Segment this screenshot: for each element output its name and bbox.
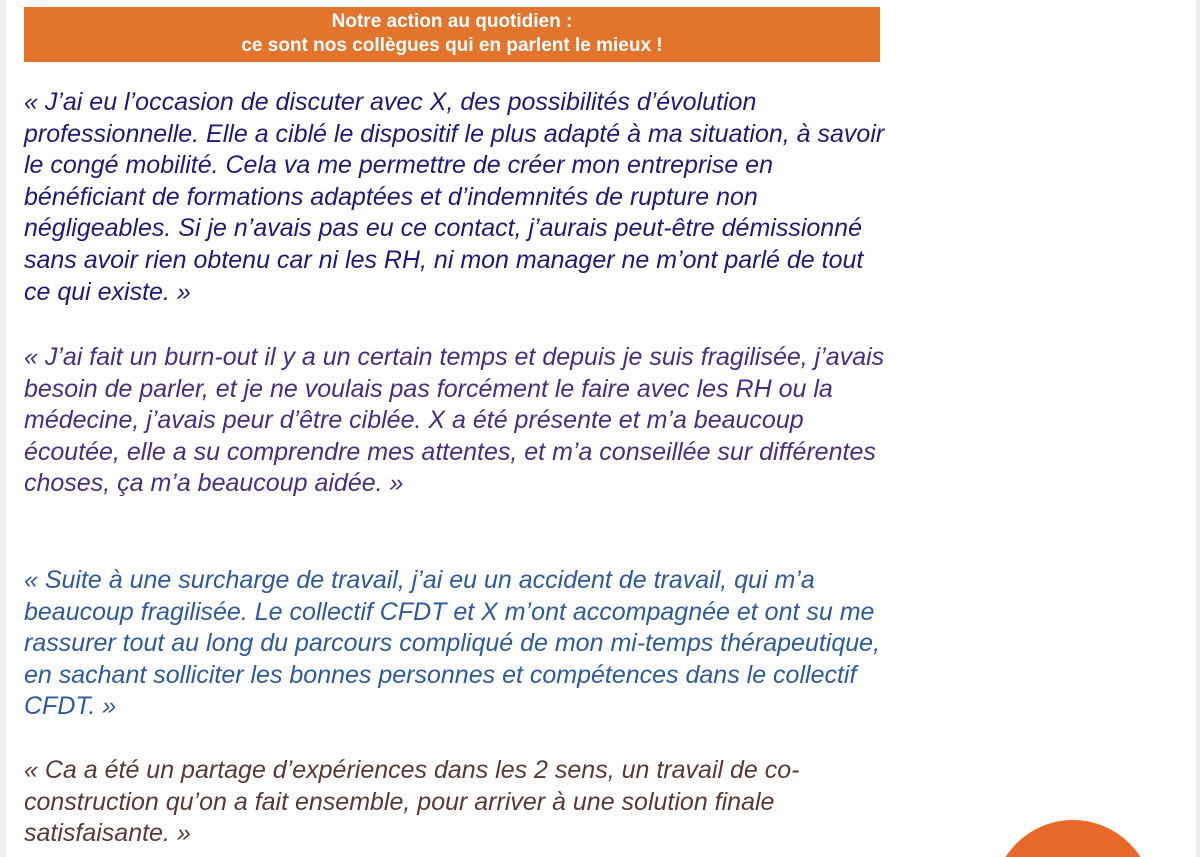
banner-title-line-2: ce sont nos collègues qui en parlent le mieux ! (241, 35, 663, 56)
page-right-margin (1196, 0, 1200, 857)
testimonial-quote-4: « Ca a été un partage d’expériences dans les 2 sens, un travail de co-construction qu’on a fait ensemble, pour arriver à une solution finale satisfaisante. » (24, 756, 800, 848)
testimonial-quote-2: « J’ai fait un burn-out il y a un certain temps et depuis je suis fragilisée, j’avais besoin de parler, et je ne voulais pas forcément le faire avec les RH ou la médecine, j’avais peur d’être ciblée. X a été présente et m’a beaucoup écoutée, elle a su comprendre mes attentes, et m’a conseillée sur différentes choses, ça m’a beaucoup aidée. » (24, 343, 885, 498)
decorative-orange-circle (993, 820, 1153, 857)
testimonial-quote-3: « Suite à une surcharge de travail, j’ai eu un accident de travail, qui m’a beaucoup fragilisée. Le collectif CFDT et X m’ont accompagnée et ont su me rassurer tout au long du parcours compliqué de mon mi-temps thérapeutique, en sachant solliciter les bonnes personnes et compétences dans le collectif CFDT. » (24, 566, 881, 721)
testimonial-quote-1: « J’ai eu l’occasion de discuter avec X, des possibilités d’évolution professionnelle. Elle a ciblé le dispositif le plus adapté à ma situation, à savoir le congé mobilité. Cela va me permettre de créer mon entreprise en bénéficiant de formations adaptées et d’indemnités de rupture non négligeables. Si je n’avais pas eu ce contact, j’aurais peut-être démissionné sans avoir rien obtenu car ni les RH, ni mon manager ne m’ont parlé de tout ce qui existe. » (24, 88, 885, 306)
banner-title-line-1: Notre action au quotidien : (331, 11, 573, 32)
section-banner (24, 7, 880, 62)
page-left-margin (0, 0, 6, 857)
